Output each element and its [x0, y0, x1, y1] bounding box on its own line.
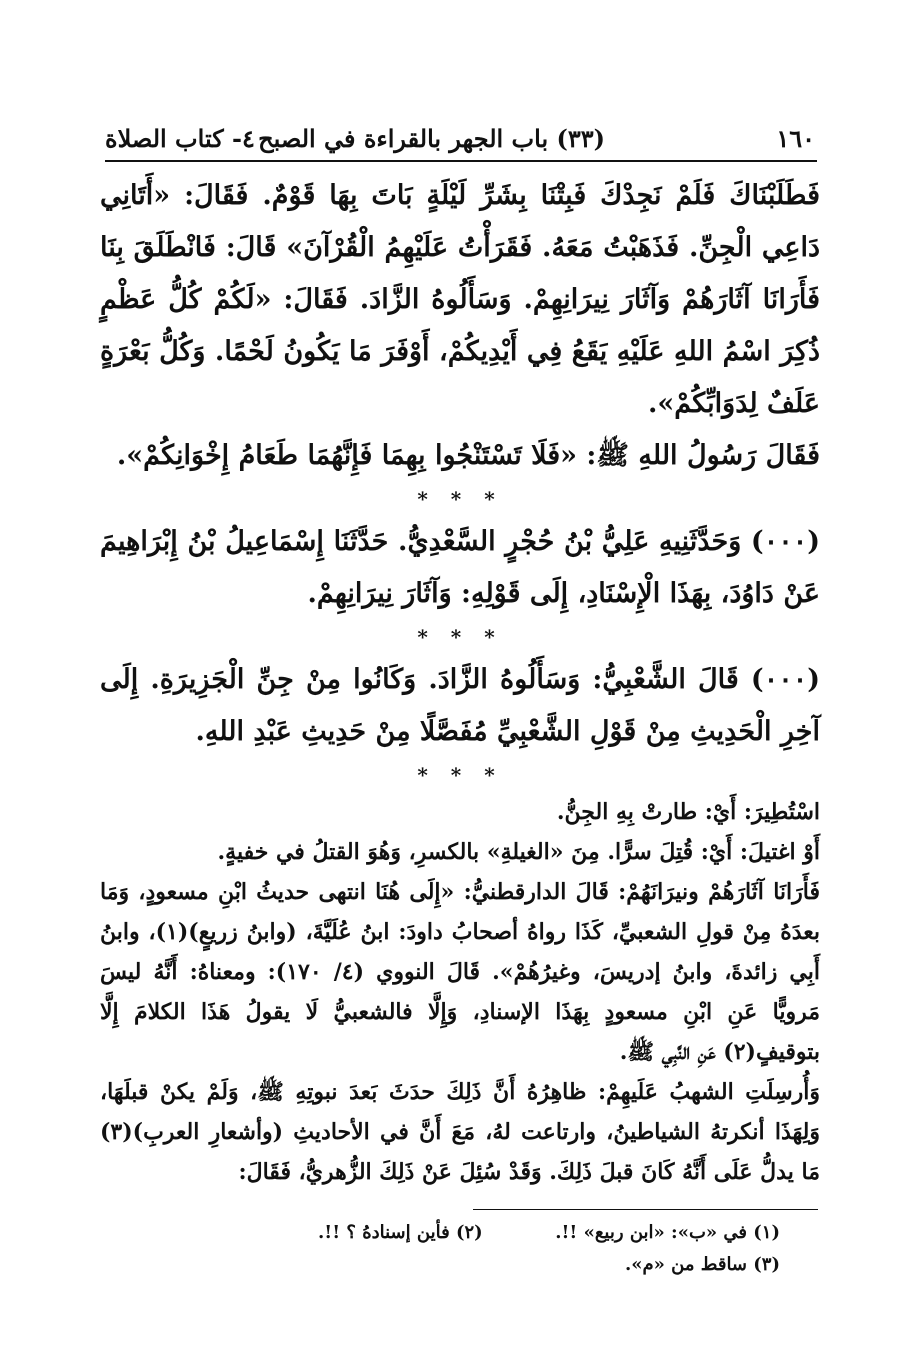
- footnote-row: [200, 1249, 780, 1281]
- section-separator: * * *: [417, 625, 503, 649]
- footnote-row: [200, 1217, 780, 1249]
- section-separator: * * *: [417, 487, 503, 511]
- hadith-paragraph: فَطَلَبْنَاكَ فَلَمْ نَجِدْكَ فَبِتْنَا بِشَرِّ لَيْلَةٍ بَاتَ بِهَا قَوْمٌ. فَقَالَ: «أَتَانِي دَاعِي الْجِنِّ. فَذَهَبْتُ مَعَهُ. فَقَرَأْتُ عَلَيْهِمُ الْقُرْآنَ» قَالَ: فَانْطَلَقَ بِنَا فَأَرَانَا آثَارَهُمْ وَآثَارَ نِيرَانِهِمْ. وَسَأَلُوهُ الزَّادَ. فَقَالَ: «لَكُمْ كُلُّ عَظْمٍ ذُكِرَ اسْمُ اللهِ عَلَيْهِ يَقَعُ فِي أَيْدِيكُمْ، أَوْفَرَ مَا يَكُونُ لَحْمًا. وَكُلُّ بَعْرَةٍ عَلَفٌ لِدَوَابِّكُمْ».: [100, 180, 820, 419]
- commentary-paragraph: اسْتُطِيرَ: أَيْ: طارتْ بِهِ الجِنُّ.: [556, 799, 820, 825]
- section-separator: * * *: [417, 763, 503, 787]
- footnote-2: (٢) فأين إسنادهُ ؟ !!.: [318, 1222, 483, 1243]
- main-text: [100, 170, 820, 1192]
- footnote-divider: [473, 1209, 818, 1210]
- hadith-paragraph: (٠٠٠) قَالَ الشَّعْبِيُّ: وَسَأَلُوهُ الزَّادَ. وَكَانُوا مِنْ جِنِّ الْجَزِيرَةِ. إِلَى آخِرِ الْحَدِيثِ مِنْ قَوْلِ الشَّعْبِيِّ مُفَصَّلًا مِنْ حَدِيثِ عَبْدِ اللهِ.: [100, 664, 820, 747]
- hadith-paragraph: (٠٠٠) وَحَدَّثَنِيهِ عَلِيُّ بْنُ حُجْرٍ السَّعْدِيُّ. حَدَّثَنَا إِسْمَاعِيلُ بْنُ إِبْرَاهِيمَ عَنْ دَاوُدَ، بِهَذَا الْإِسْنَادِ، إِلَى قَوْلِهِ: وَآثَارَ نِيرَانِهِمْ.: [100, 526, 820, 609]
- chapter-title: (٣٣) باب الجهر بالقراءة في الصبح: [258, 124, 605, 153]
- footnotes: [200, 1217, 780, 1281]
- page-header: [105, 118, 815, 158]
- header-divider: [105, 160, 817, 162]
- page-number: ١٦٠: [776, 124, 815, 153]
- footnote-1: (١) في «ب»: «ابن ربيع» !!.: [555, 1222, 780, 1243]
- footnote-3: (٣) ساقط من «م».: [624, 1254, 780, 1275]
- commentary-paragraph: أَوْ اغتيلَ: أَيْ: قُتِلَ سرًّا. مِنَ «الغيلةِ» بالكسرِ، وَهُوَ القتلُ في خفيةٍ.: [217, 839, 820, 865]
- book-title: ٤- كتاب الصلاة: [105, 124, 255, 153]
- commentary-paragraph: فَأَرَانَا آثَارَهُمْ ونيرَانَهُمْ: قَالَ الدارقطنيُّ: «إِلَى هُنَا انتهى حديثُ ابْنِ مسعودٍ، وَمَا بعدَهُ مِنْ قولِ الشعبيِّ، كَذَا رواهُ أصحابُ داودَ: ابنُ عُلَيَّةَ، (وابنُ زريعٍ)(١)، وابنُ أَبِي زائدةَ، وابنُ إدريسَ، وغيرُهُمْ». قَالَ النووي (٤/ ١٧٠): ومعناهُ: أَنَّهُ ليسَ مَرويًّا عَنِ ابْنِ مسعودٍ بِهَذَا الإسنادِ، وَإِلَّا فالشعبيُّ لَا يقولُ هَذَا الكلامَ إِلَّا بتوقيفٍ(٢) عَنِ النَّبِي ﷺ.: [100, 879, 821, 1065]
- commentary-paragraph: وَأُرسِلَتِ الشهبُ عَلَيهِمْ: ظاهِرُهُ أَنَّ ذَلِكَ حدَثَ بَعدَ نبوتِهِ ﷺ، وَلَمْ يكنْ قبلَهَا، وَلِهَذَا أنكرتهُ الشياطينُ، وارتاعت لهُ، مَعَ أَنَّ في الأحاديثِ (وأشعارِ العربِ)(٣) مَا يدلُّ عَلَى أَنَّهُ كَانَ قبلَ ذَلِكَ. وَقَدْ سُئِلَ عَنْ ذَلِكَ الزُّهريُّ، فَقَالَ:: [100, 1079, 820, 1185]
- hadith-paragraph: فَقَالَ رَسُولُ اللهِ ﷺ: «فَلَا تَسْتَنْجُوا بِهِمَا فَإِنَّهُمَا طَعَامُ إِخْوَانِكُمْ».: [116, 440, 820, 471]
